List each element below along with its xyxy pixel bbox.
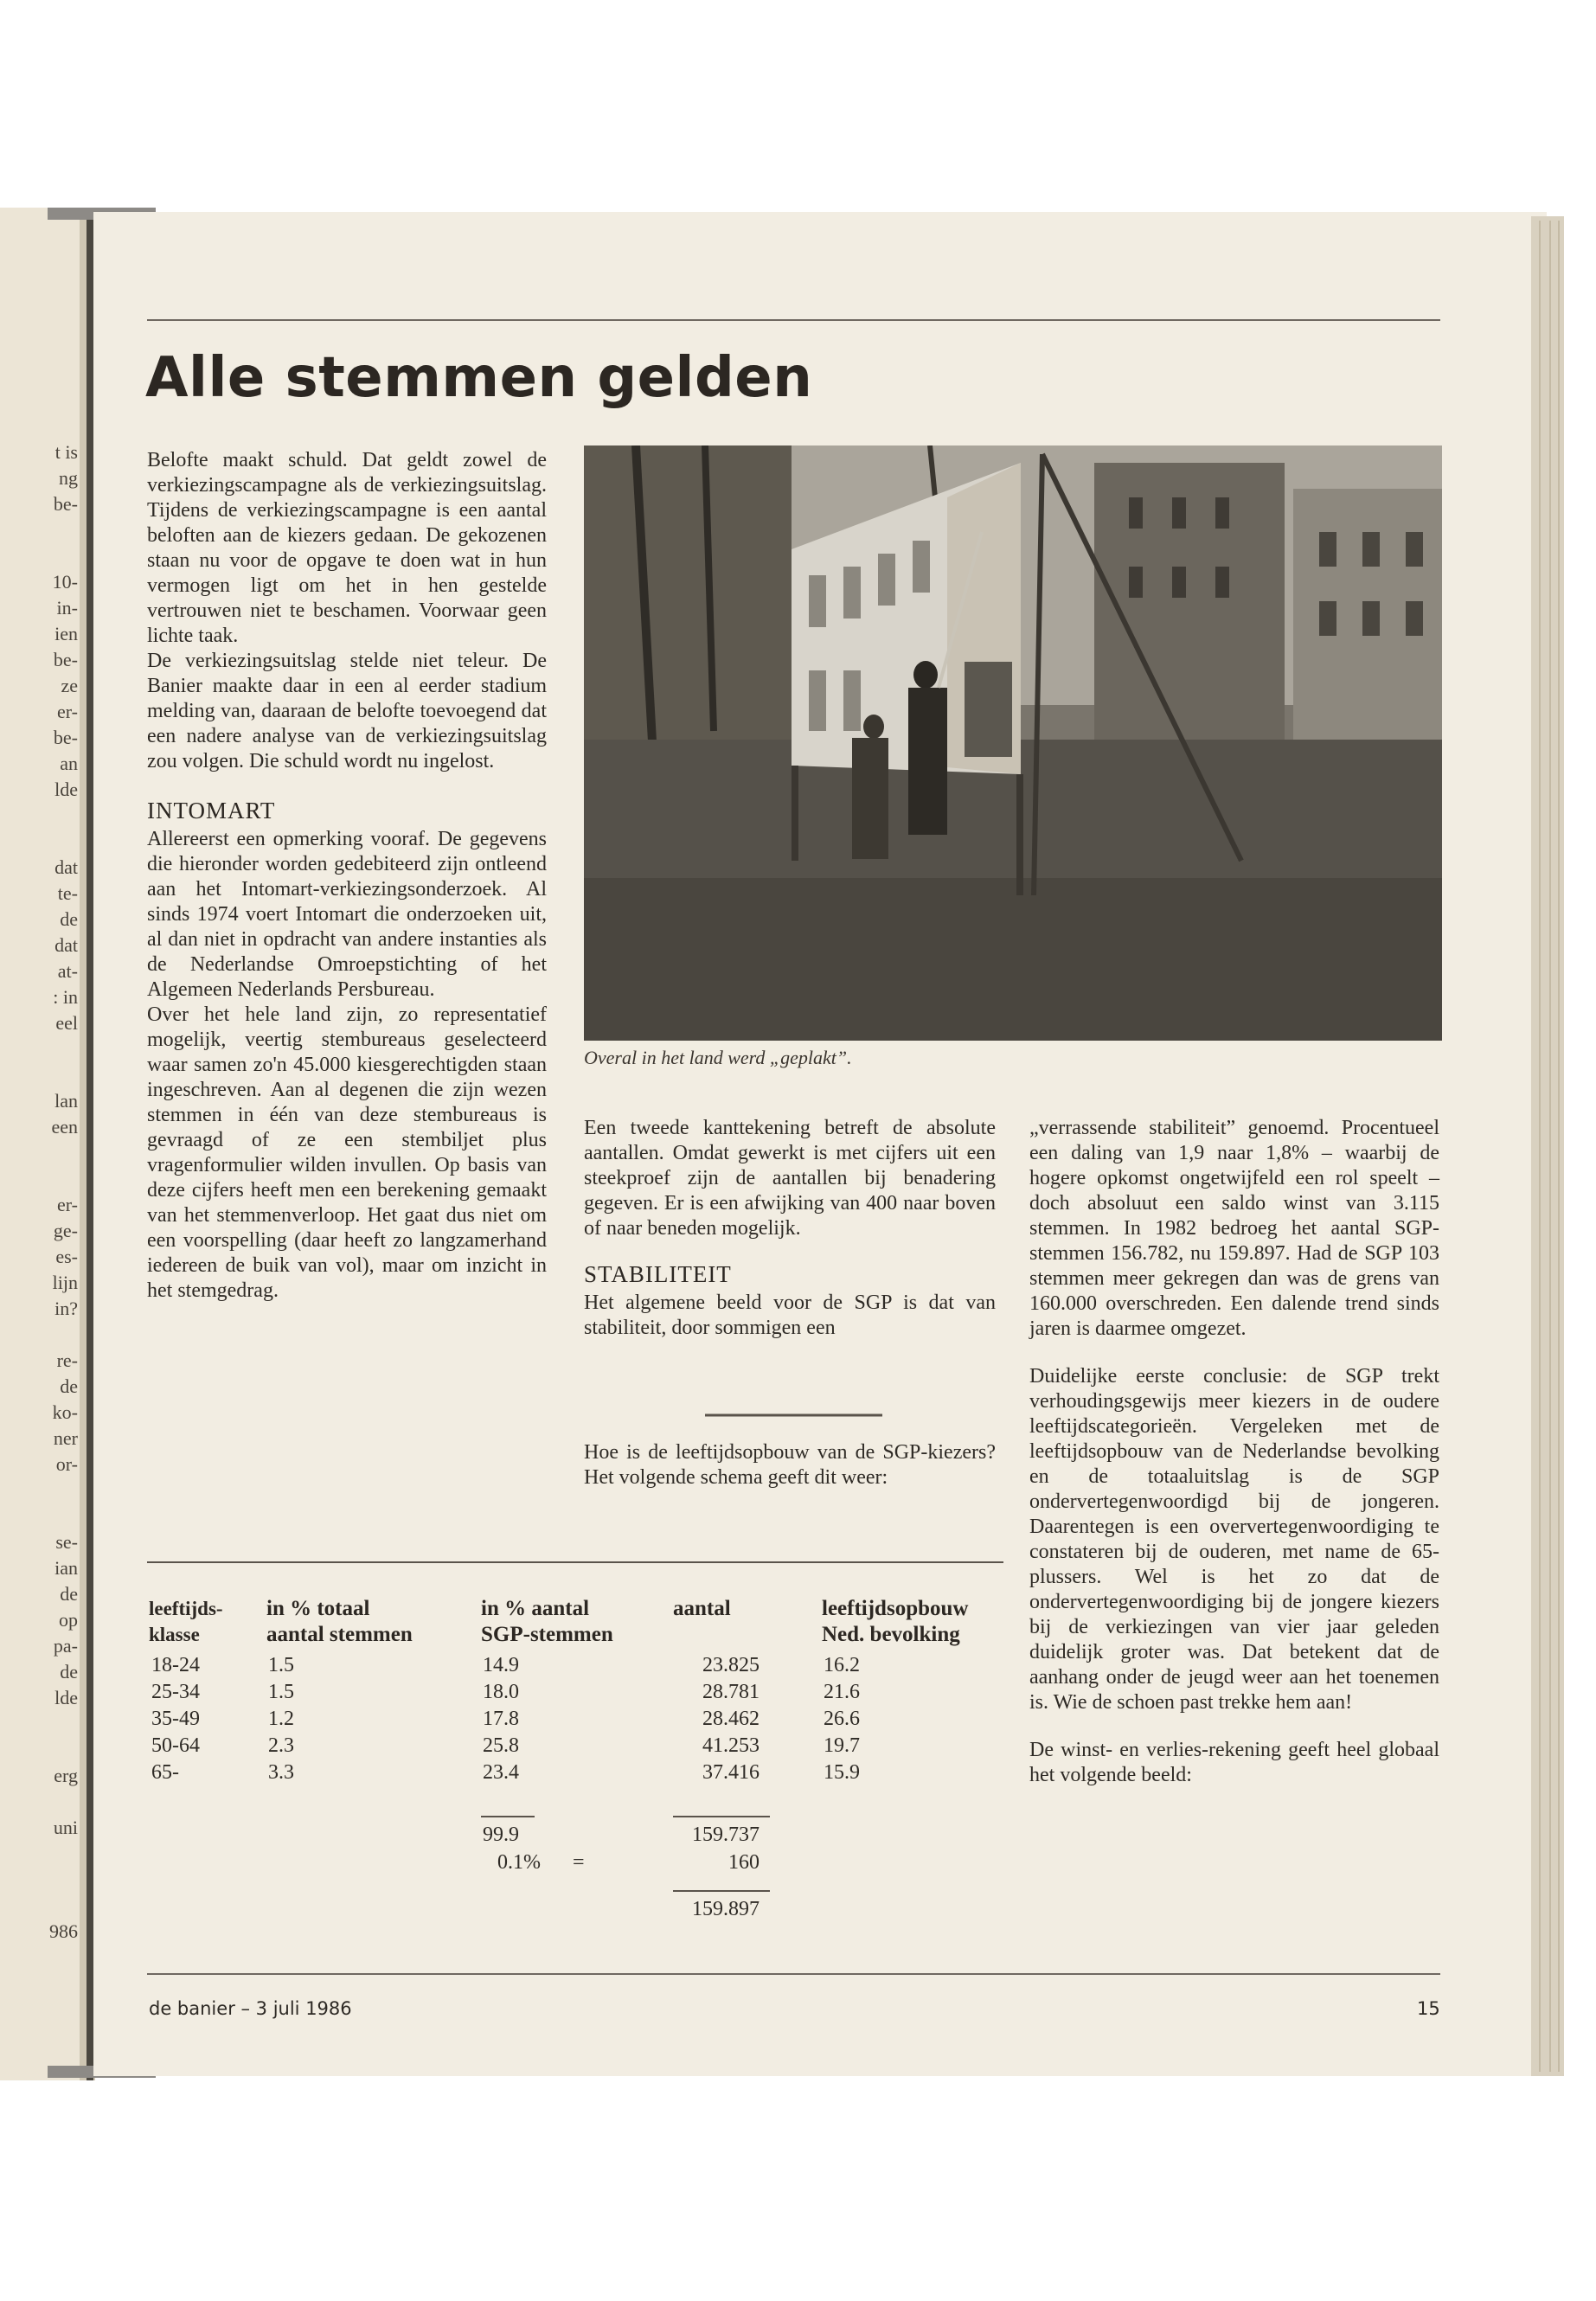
body-paragraph: „verrassende stabiliteit” genoemd. Procentueel een daling van 1,9 naar 1,8% – waarbij de hogere opkomst ongetwijfeld een rol speelt – doch absoluut een saldo winst van 3.115 stemmen. In 1982 bedroeg het aantal SGP-stemmen 156.782, nu 159.897. Had de SGP 103 stemmen meer gekregen dan was de grens van 160.000 overschreden. Een dalende trend sinds jaren is daarmee omgezet.: [1029, 1117, 1439, 1340]
previous-page-fragment: [0, 517, 78, 543]
col-klasse: [151, 1652, 200, 1786]
body-paragraph: De winst- en verlies-rekening geeft heel globaal het volgende beeld:: [1029, 1739, 1439, 1786]
table-cell-klasse: 18-24: [151, 1654, 200, 1676]
previous-page-fragment: [0, 829, 78, 855]
col-pct-totaal: [268, 1652, 294, 1786]
previous-page-fragment: er-: [57, 701, 78, 722]
previous-page-fragment: [0, 543, 78, 569]
previous-page-fragment: lijn: [52, 1272, 78, 1293]
previous-page-fragment: es-: [55, 1246, 78, 1267]
previous-page-fragment: pa-: [53, 1635, 78, 1657]
section-heading-intomart: INTOMART: [147, 798, 276, 824]
previous-page-fragment: lde: [54, 779, 78, 800]
table-cell-pct_totaal: 3.3: [268, 1761, 294, 1784]
table-cell-aantal: 28.781: [702, 1681, 760, 1703]
table-cell-pct_sgp: 23.4: [483, 1761, 519, 1784]
previous-page-fragment: dat: [54, 934, 78, 956]
previous-page-fragment: ng: [59, 467, 78, 489]
previous-page-fragment: se-: [55, 1531, 78, 1553]
previous-page-fragments: [0, 439, 78, 1945]
previous-page-fragment: [0, 1166, 78, 1192]
column-middle: [584, 1116, 996, 1341]
previous-page-fragment: de: [60, 1375, 78, 1397]
previous-page-fragment: op: [59, 1609, 78, 1631]
col-header-opbouw: leeftijdsopbouw Ned. bevolking: [822, 1597, 969, 1646]
previous-page-fragment: ge-: [53, 1220, 78, 1241]
previous-page-fragment: in-: [56, 597, 78, 619]
col-header-pct-sgp: in % aantal SGP-stemmen: [481, 1597, 613, 1646]
table-cell-klasse: 65-: [151, 1761, 179, 1784]
previous-page-fragment: ian: [54, 1557, 78, 1579]
previous-page-fragment: [0, 1036, 78, 1062]
table-cell-opbouw: 15.9: [824, 1761, 860, 1784]
campaign-poster-photo: [584, 445, 1442, 1041]
correction-pct: 0.1%: [497, 1851, 541, 1874]
table-cell-aantal: 41.253: [702, 1734, 760, 1757]
previous-page-fragment: : in: [53, 986, 78, 1008]
previous-page-fragment: t is: [54, 441, 78, 463]
previous-page-fragment: eel: [55, 1012, 78, 1034]
table-cell-aantal: 28.462: [702, 1708, 760, 1730]
previous-page-fragment: te-: [57, 882, 78, 904]
body-paragraph: Duidelijke eerste conclusie: de SGP trekt verhoudingsgewijs meer kiezers in de oudere leeftijdscategorieën. Vergeleken met de leeftijdsopbouw van de Nederlandse bevolking en de totaaluitslag is de SGP ondervertegenwoordigd bij de jongeren. Daarentegen is een oververtegenwoordiging te constateren bij de ouderen, met name de 65-plussers. Wel is het zo dat de ondervertegenwoordiging bij de jongere kiezers bij de verkiezingen van vier jaar geleden duidelijk groter was. Dat betekent dat de aanhang onder de jeugd weer aan het toenemen is. Wie de schoen past trekke hem aan!: [1029, 1365, 1439, 1714]
table-cell-klasse: 25-34: [151, 1681, 200, 1703]
correction-aantal: 160: [728, 1851, 760, 1874]
previous-page-fragment: [0, 1322, 78, 1348]
table-cell-klasse: 35-49: [151, 1708, 200, 1730]
previous-page-fragment: 10-: [52, 571, 78, 593]
previous-page-fragment: [0, 1062, 78, 1088]
previous-page-fragment: [0, 1841, 78, 1867]
section-heading-stabiliteit: STABILITEIT: [584, 1261, 732, 1287]
col-header-aantal: aantal: [673, 1597, 731, 1620]
table-cell-klasse: 50-64: [151, 1734, 200, 1757]
body-paragraph: Het algemene beeld voor de SGP is dat van stabiliteit, door sommigen een: [584, 1292, 996, 1339]
col-opbouw: [824, 1652, 860, 1786]
footer-publication: de banier – 3 juli 1986: [149, 1998, 352, 2019]
sum-aantal: 159.737: [692, 1823, 760, 1846]
previous-page-fragment: erg: [54, 1765, 78, 1786]
previous-page-fragment: [0, 1737, 78, 1763]
table-cell-opbouw: 26.6: [824, 1708, 860, 1730]
table-cell-opbouw: 21.6: [824, 1681, 860, 1703]
previous-page-fragment: be-: [53, 727, 78, 748]
table-cell-pct_totaal: 1.2: [268, 1708, 294, 1730]
table-intro-question: Hoe is de leeftijdsopbouw van de SGP-kiezers? Het volgende schema geeft dit weer:: [584, 1441, 996, 1489]
table-cell-pct_sgp: 17.8: [483, 1708, 519, 1730]
previous-page-fragment: de: [60, 1661, 78, 1682]
previous-page-fragment: [0, 803, 78, 829]
table-cell-aantal: 23.825: [702, 1654, 760, 1676]
previous-page-fragment: re-: [56, 1349, 78, 1371]
previous-page-fragment: [0, 1140, 78, 1166]
table-cell-opbouw: 19.7: [824, 1734, 860, 1757]
previous-page-fragment: ze: [61, 675, 78, 696]
previous-page-fragment: [0, 1789, 78, 1815]
previous-page-fragment: [0, 1711, 78, 1737]
sum-pct: 99.9: [483, 1823, 519, 1846]
page-number: 15: [1417, 1998, 1440, 2019]
table-cell-pct_totaal: 2.3: [268, 1734, 294, 1757]
previous-page-fragment: 986: [49, 1920, 78, 1942]
total-aantal: 159.897: [692, 1898, 760, 1920]
column-left: [147, 448, 547, 1304]
previous-page-fragment: ner: [53, 1427, 78, 1449]
intomart-paragraph: Allereerst een opmerking vooraf. De gegevens die hieronder worden gedebiteerd zijn ontleend aan het Intomart-verkiezingsonderzoek. Al sinds 1974 voert Intomart die onderzoeken uit, al dan niet in opdracht van andere instanties als de Nederlandse Omroepstichting of het Algemeen Nederlands Persbureau.: [147, 828, 547, 1001]
table-cell-pct_totaal: 1.5: [268, 1681, 294, 1703]
previous-page-fragment: [0, 1867, 78, 1893]
previous-page-fragment: be-: [53, 493, 78, 515]
previous-page-fragment: be-: [53, 649, 78, 670]
previous-page-fragment: [0, 1503, 78, 1529]
table-cell-opbouw: 16.2: [824, 1654, 860, 1676]
previous-page-fragment: er-: [57, 1194, 78, 1215]
table-cell-pct_totaal: 1.5: [268, 1654, 294, 1676]
table-cell-aantal: 37.416: [702, 1761, 760, 1784]
previous-page-fragment: een: [51, 1116, 78, 1138]
col-header-klasse: leeftijds- klasse: [149, 1598, 223, 1645]
table-cell-pct_sgp: 25.8: [483, 1734, 519, 1757]
intro-paragraph: Belofte maakt schuld. Dat geldt zowel de verkiezingscampagne als de verkiezingsuitslag. Tijdens de verkiezingscampagne is een aantal beloften aan de kiezers gedaan. De gekozenen staan nu voor de opgave te doen wat in hun vermogen ligt om het in hen gestelde vertrouwen niet te beschamen. Voorwaar geen lichte taak.: [147, 449, 547, 647]
previous-page-fragment: uni: [53, 1817, 78, 1838]
previous-page-fragment: at-: [57, 960, 78, 982]
previous-page-fragment: ien: [54, 623, 78, 644]
previous-page-fragment: dat: [54, 856, 78, 878]
previous-page-fragment: in?: [54, 1298, 78, 1319]
previous-page-fragment: de: [60, 1583, 78, 1605]
previous-page-fragment: [0, 1893, 78, 1919]
previous-page-fragment: or-: [55, 1453, 78, 1475]
column-right: [1029, 1116, 1439, 1788]
previous-page-fragment: lde: [54, 1687, 78, 1708]
previous-page-fragment: an: [60, 753, 78, 774]
previous-page-fragment: [0, 1477, 78, 1503]
intomart-paragraph: Over het hele land zijn, zo representatief mogelijk, veertig stembureaus geselecteerd waar samen zo'n 45.000 kiesgerechtigden staan ingeschreven. Aan al degenen die zijn wezen stemmen in één van deze stembureaus is gevraagd of ze een stembiljet plus vragenformulier wilden invullen. Op basis van deze cijfers heeft men een berekening gemaakt van het stemmenverloop. Het gaat dus niet om een voorspelling (daar heeft zo langzamerhand iedereen de buik van vol), maar om inzicht in het stemgedrag.: [147, 1003, 547, 1302]
previous-page-fragment: de: [60, 908, 78, 930]
col-pct-sgp: [483, 1652, 519, 1786]
table-cell-pct_sgp: 18.0: [483, 1681, 519, 1703]
col-header-pct-totaal: in % totaal aantal stemmen: [266, 1597, 413, 1646]
article-title: Alle stemmen gelden: [145, 346, 813, 410]
table-cell-pct_sgp: 14.9: [483, 1654, 519, 1676]
intro-paragraph: De verkiezingsuitslag stelde niet teleur. De Banier maakte daar in een al eerder stadium melding van, daaraan de belofte toevoegend dat een nadere analyse van de verkiezingsuitslag zou volgen. Die schuld wordt nu ingelost.: [147, 650, 547, 772]
body-paragraph: Een tweede kanttekening betreft de absolute aantallen. Omdat gewerkt is met cijfers uit een steekproef zijn de aantallen bij benadering gegeven. Er is een afwijking van 400 naar boven of naar beneden mogelijk.: [584, 1117, 996, 1240]
previous-page-fragment: lan: [54, 1090, 78, 1112]
previous-page-fragment: ko-: [52, 1401, 78, 1423]
correction-equals: =: [573, 1851, 585, 1874]
col-aantal: [673, 1652, 760, 1786]
photo-caption: Overal in het land werd „geplakt”.: [584, 1047, 852, 1068]
